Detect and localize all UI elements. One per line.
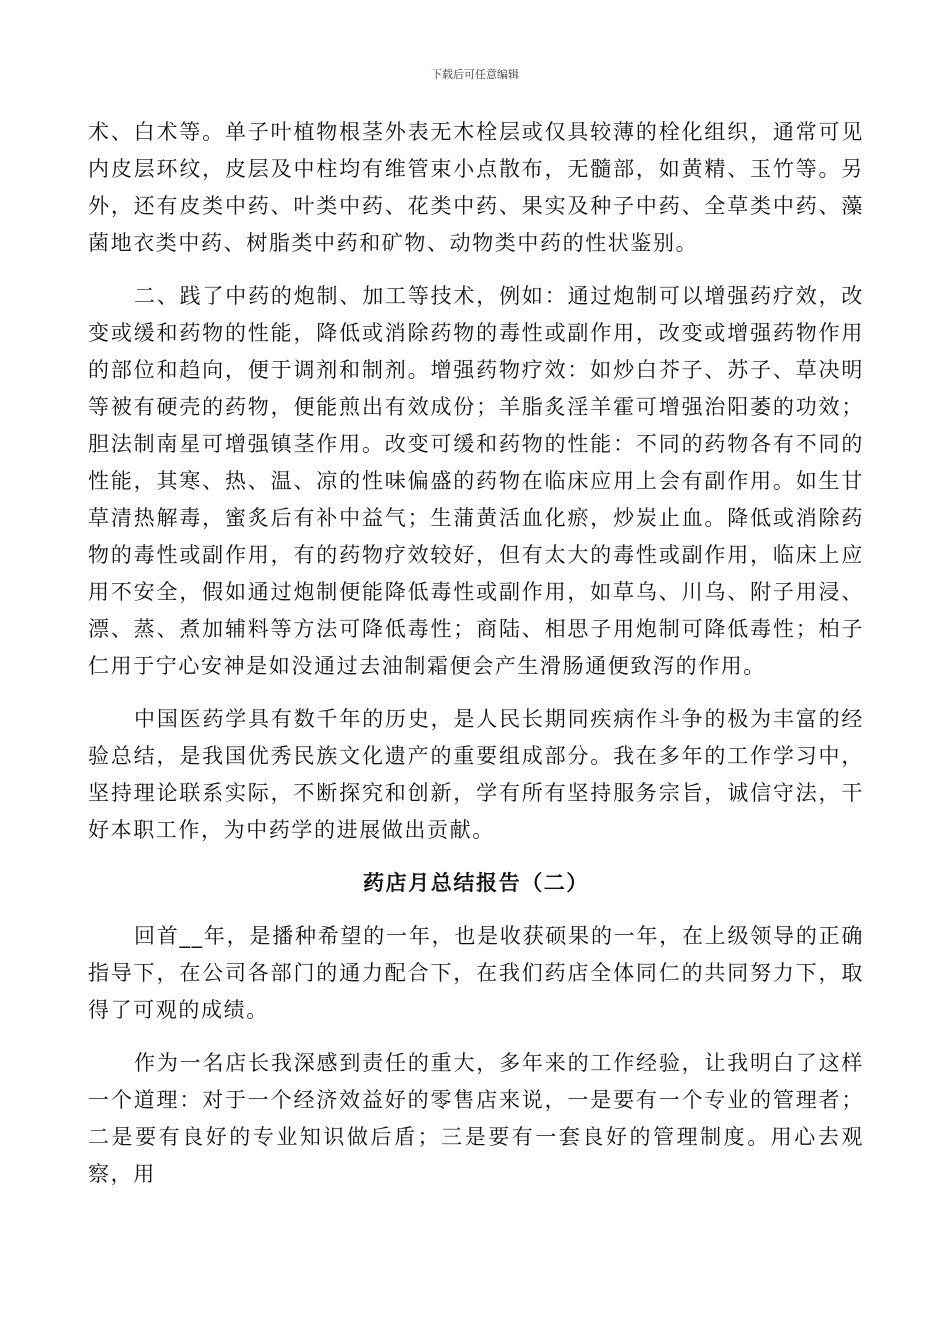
paragraph-continuation: 术、白术等。单子叶植物根茎外表无木栓层或仅具较薄的栓化组织，通常可见内皮层环纹，皮层及中柱均有维管束小点散布，无髓部，如黄精、玉竹等。另外，还有皮类中药、叶类中药、花类中药、果实及种子中药、全草类中药、藻菌地衣类中药、树脂类中药和矿物、动物类中药的性状鉴别。 <box>88 120 864 255</box>
paragraph-gap <box>88 262 864 278</box>
document-body <box>88 114 864 1193</box>
paragraph-processing-techniques: 二、践了中药的炮制、加工等技术，例如：通过炮制可以增强药疗效，改变或缓和药物的性能，降低或消除药物的毒性或副作用，改变或增强药物作用的部位和趋向，便于调剂和制剂。增强药物疗效：如炒白芥子、苏子、草决明等被有硬壳的药物，便能煎出有效成份；羊脂炙淫羊霍可增强治阳萎的功效；胆法制南星可增强镇茎作用。改变可缓和药物的性能：不同的药物各有不同的性能，其寒、热、温、凉的性味偏盛的药物在临床应用上会有副作用。如生甘草清热解毒，蜜炙后有补中益气；生蒲黄活血化瘀，炒炭止血。降低或消除药物的毒性或副作用，有的药物疗效较好，但有太大的毒性或副作用，临床上应用不安全，假如通过炮制便能降低毒性或副作用，如草乌、川乌、附子用浸、漂、蒸、煮加辅料等方法可降低毒性；商陆、相思子用炮制可降低毒性；柏子仁用于宁心安神是如没通过去油制霜便会产生滑肠通便致泻的作用。 <box>88 284 864 678</box>
paragraph-gap <box>88 685 864 701</box>
paragraph-review: 回首__年，是播种希望的一年，也是收获硕果的一年，在上级领导的正确指导下，在公司各部门的通力配合下，在我们药店全体同仁的共同努力下，取得了可观的成绩。 <box>88 924 864 1022</box>
header-note: 下载后可任意编辑 <box>431 68 519 81</box>
paragraph-gap <box>88 902 864 918</box>
section-title: 药店月总结报告（二） <box>363 871 589 895</box>
paragraph-conclusion: 中国医药学具有数千年的历史，是人民长期同疾病作斗争的极为丰富的经验总结，是我国优秀民族文化遗产的重要组成部分。我在多年的工作学习中，坚持理论联系实际，不断探究和创新，学有所有坚持服务宗旨，诚信守法，干好本职工作，为中药学的进展做出贡献。 <box>88 707 864 842</box>
paragraph-store-manager: 作为一名店长我深感到责任的重大，多年来的工作经验，让我明白了这样一个道理：对于一个经济效益好的零售店来说，一是要有一个专业的管理者；二是要有良好的专业知识做后盾；三是要有一套良好的管理制度。用心去观察，用 <box>88 1051 864 1186</box>
paragraph-gap <box>88 1029 864 1045</box>
paragraph-gap <box>88 849 864 865</box>
